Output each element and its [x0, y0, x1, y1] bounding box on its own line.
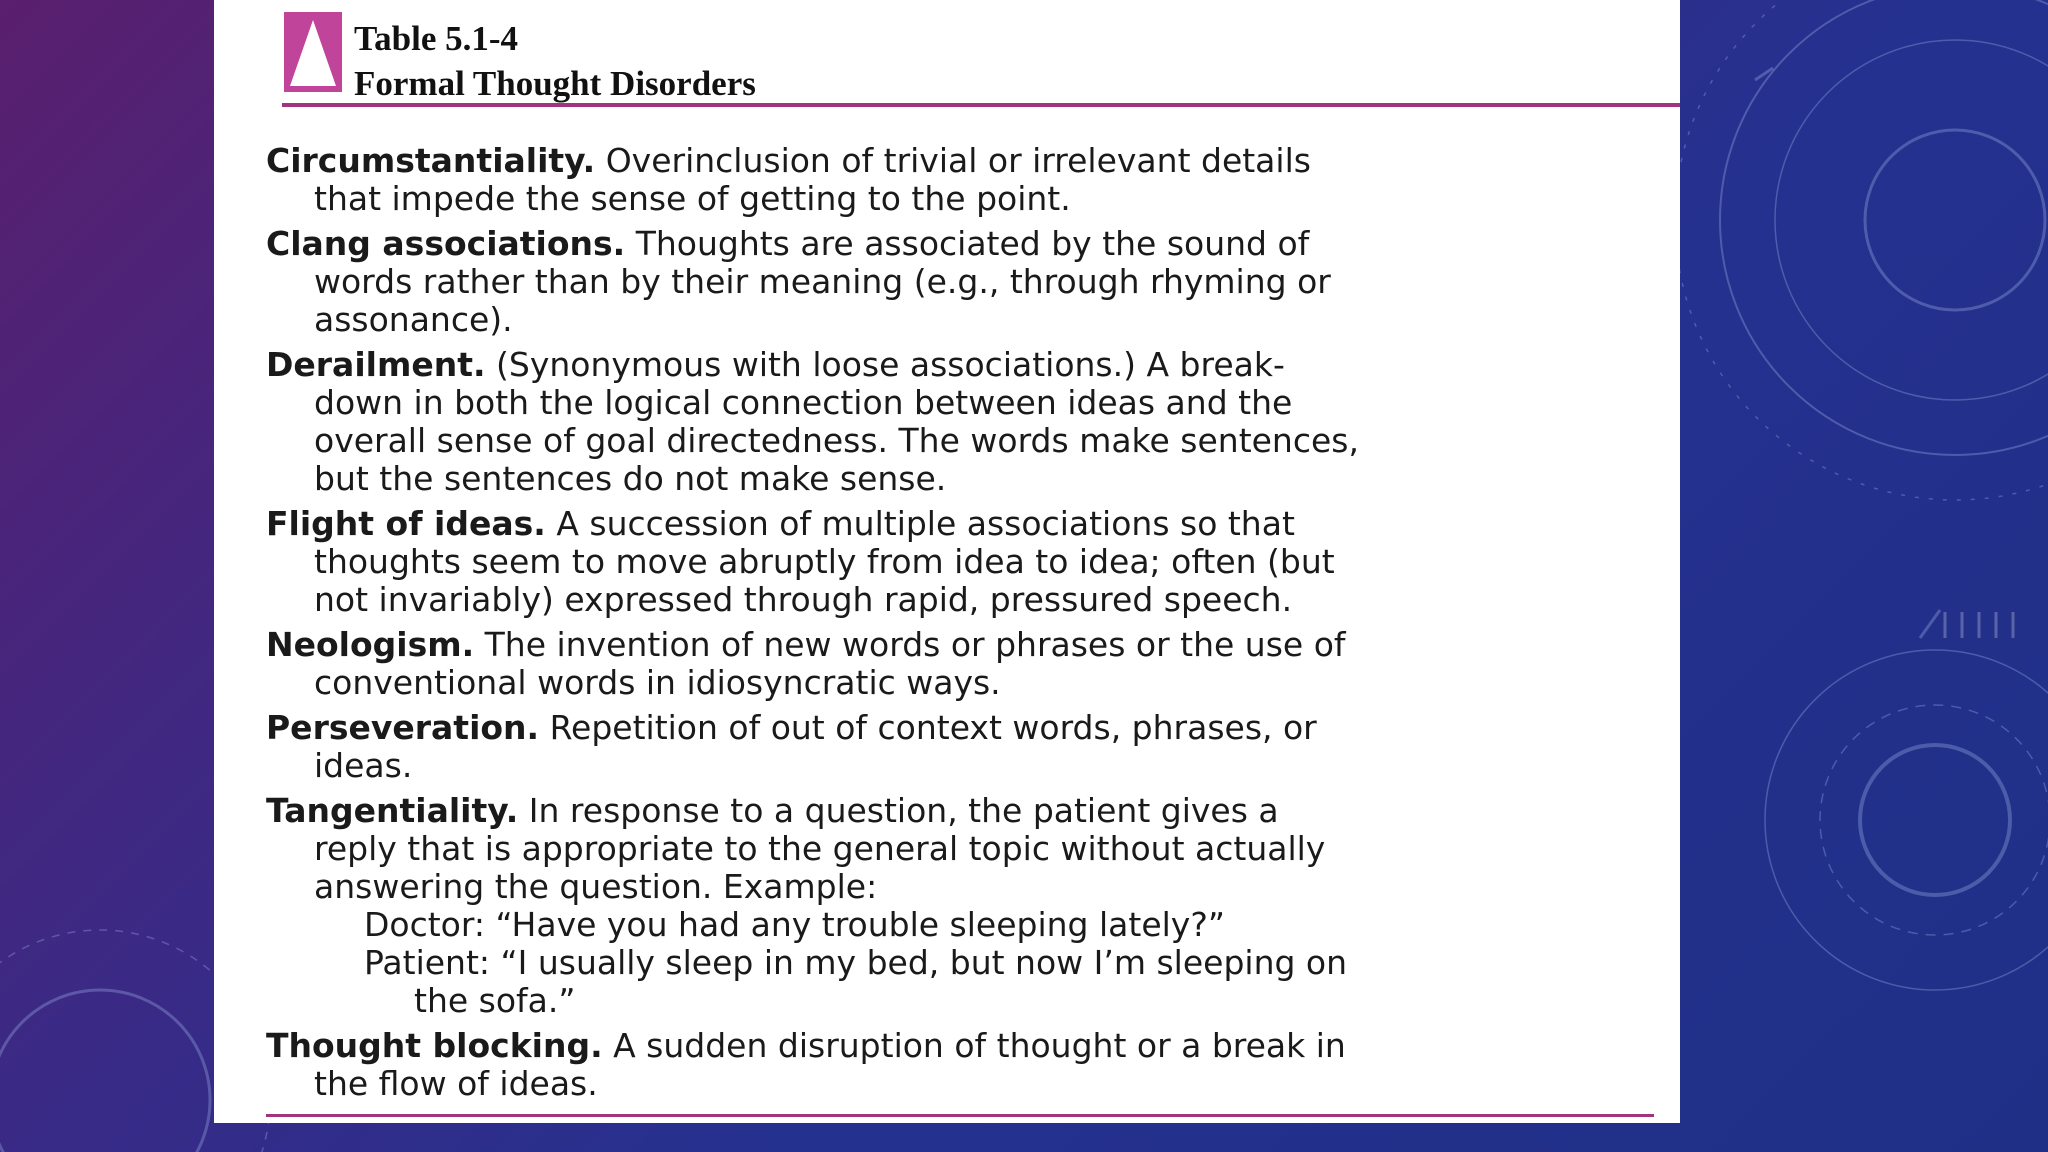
entry-thought-blocking [266, 1027, 1666, 1103]
example-line: Patient: “I usually sleep in my bed, but now I’m sleeping on [364, 943, 1348, 982]
entry-circumstantiality [266, 142, 1666, 218]
entry-term: Clang associations. [266, 224, 626, 263]
example-line: the sofa.” [414, 981, 576, 1020]
table-number: Table 5.1-4 [354, 19, 519, 58]
entry-tangentiality [266, 792, 1666, 1020]
bottom-divider [266, 1114, 1654, 1117]
entry-text: conventional words in idiosyncratic ways. [314, 663, 1001, 702]
entry-text: assonance). [314, 300, 513, 339]
top-divider [282, 103, 1680, 107]
entry-text: down in both the logical connection between ideas and the [314, 383, 1293, 422]
entry-text: A sudden disruption of thought or a break in [602, 1026, 1346, 1065]
entry-term: Thought blocking. [266, 1026, 603, 1065]
entry-text: answering the question. Example: [314, 867, 878, 906]
entry-text: that impede the sense of getting to the point. [314, 179, 1071, 218]
entry-text: but the sentences do not make sense. [314, 459, 947, 498]
entry-text: thoughts seem to move abruptly from idea to idea; often (but [314, 542, 1335, 581]
example-line: Doctor: “Have you had any trouble sleeping lately?” [364, 905, 1225, 944]
entry-perseveration [266, 709, 1666, 785]
entry-term: Perseveration. [266, 708, 540, 747]
entry-neologism [266, 626, 1666, 702]
entry-text: (Synonymous with loose associations.) A break- [485, 345, 1285, 384]
entry-text: words rather than by their meaning (e.g., through rhyming or [314, 262, 1331, 301]
entry-term: Neologism. [266, 625, 475, 664]
entry-text: A succession of multiple associations so that [545, 504, 1295, 543]
table-card [214, 0, 1680, 1123]
entry-derailment [266, 346, 1666, 498]
entry-flight-of-ideas [266, 505, 1666, 619]
entry-clang-associations [266, 225, 1666, 339]
entry-text: ideas. [314, 746, 413, 785]
entry-term: Circumstantiality. [266, 141, 596, 180]
entry-text: the flow of ideas. [314, 1064, 598, 1103]
entry-text: overall sense of goal directedness. The words make sentences, [314, 421, 1359, 460]
table-heading [354, 16, 756, 106]
entry-text: not invariably) expressed through rapid, pressured speech. [314, 580, 1293, 619]
entry-term: Derailment. [266, 345, 486, 384]
entry-text: In response to a question, the patient gives a [518, 791, 1279, 830]
entry-text: Overinclusion of trivial or irrelevant details [595, 141, 1311, 180]
entry-term: Flight of ideas. [266, 504, 546, 543]
pink-triangle-logo-icon [284, 12, 342, 92]
entry-text: reply that is appropriate to the general topic without actually [314, 829, 1326, 868]
entry-term: Tangentiality. [266, 791, 519, 830]
entry-text: Thoughts are associated by the sound of [625, 224, 1310, 263]
entry-text: The invention of new words or phrases or the use of [474, 625, 1346, 664]
entry-text: Repetition of out of context words, phrases, or [539, 708, 1317, 747]
table-title: Formal Thought Disorders [354, 64, 756, 103]
definitions-list [266, 142, 1666, 1110]
